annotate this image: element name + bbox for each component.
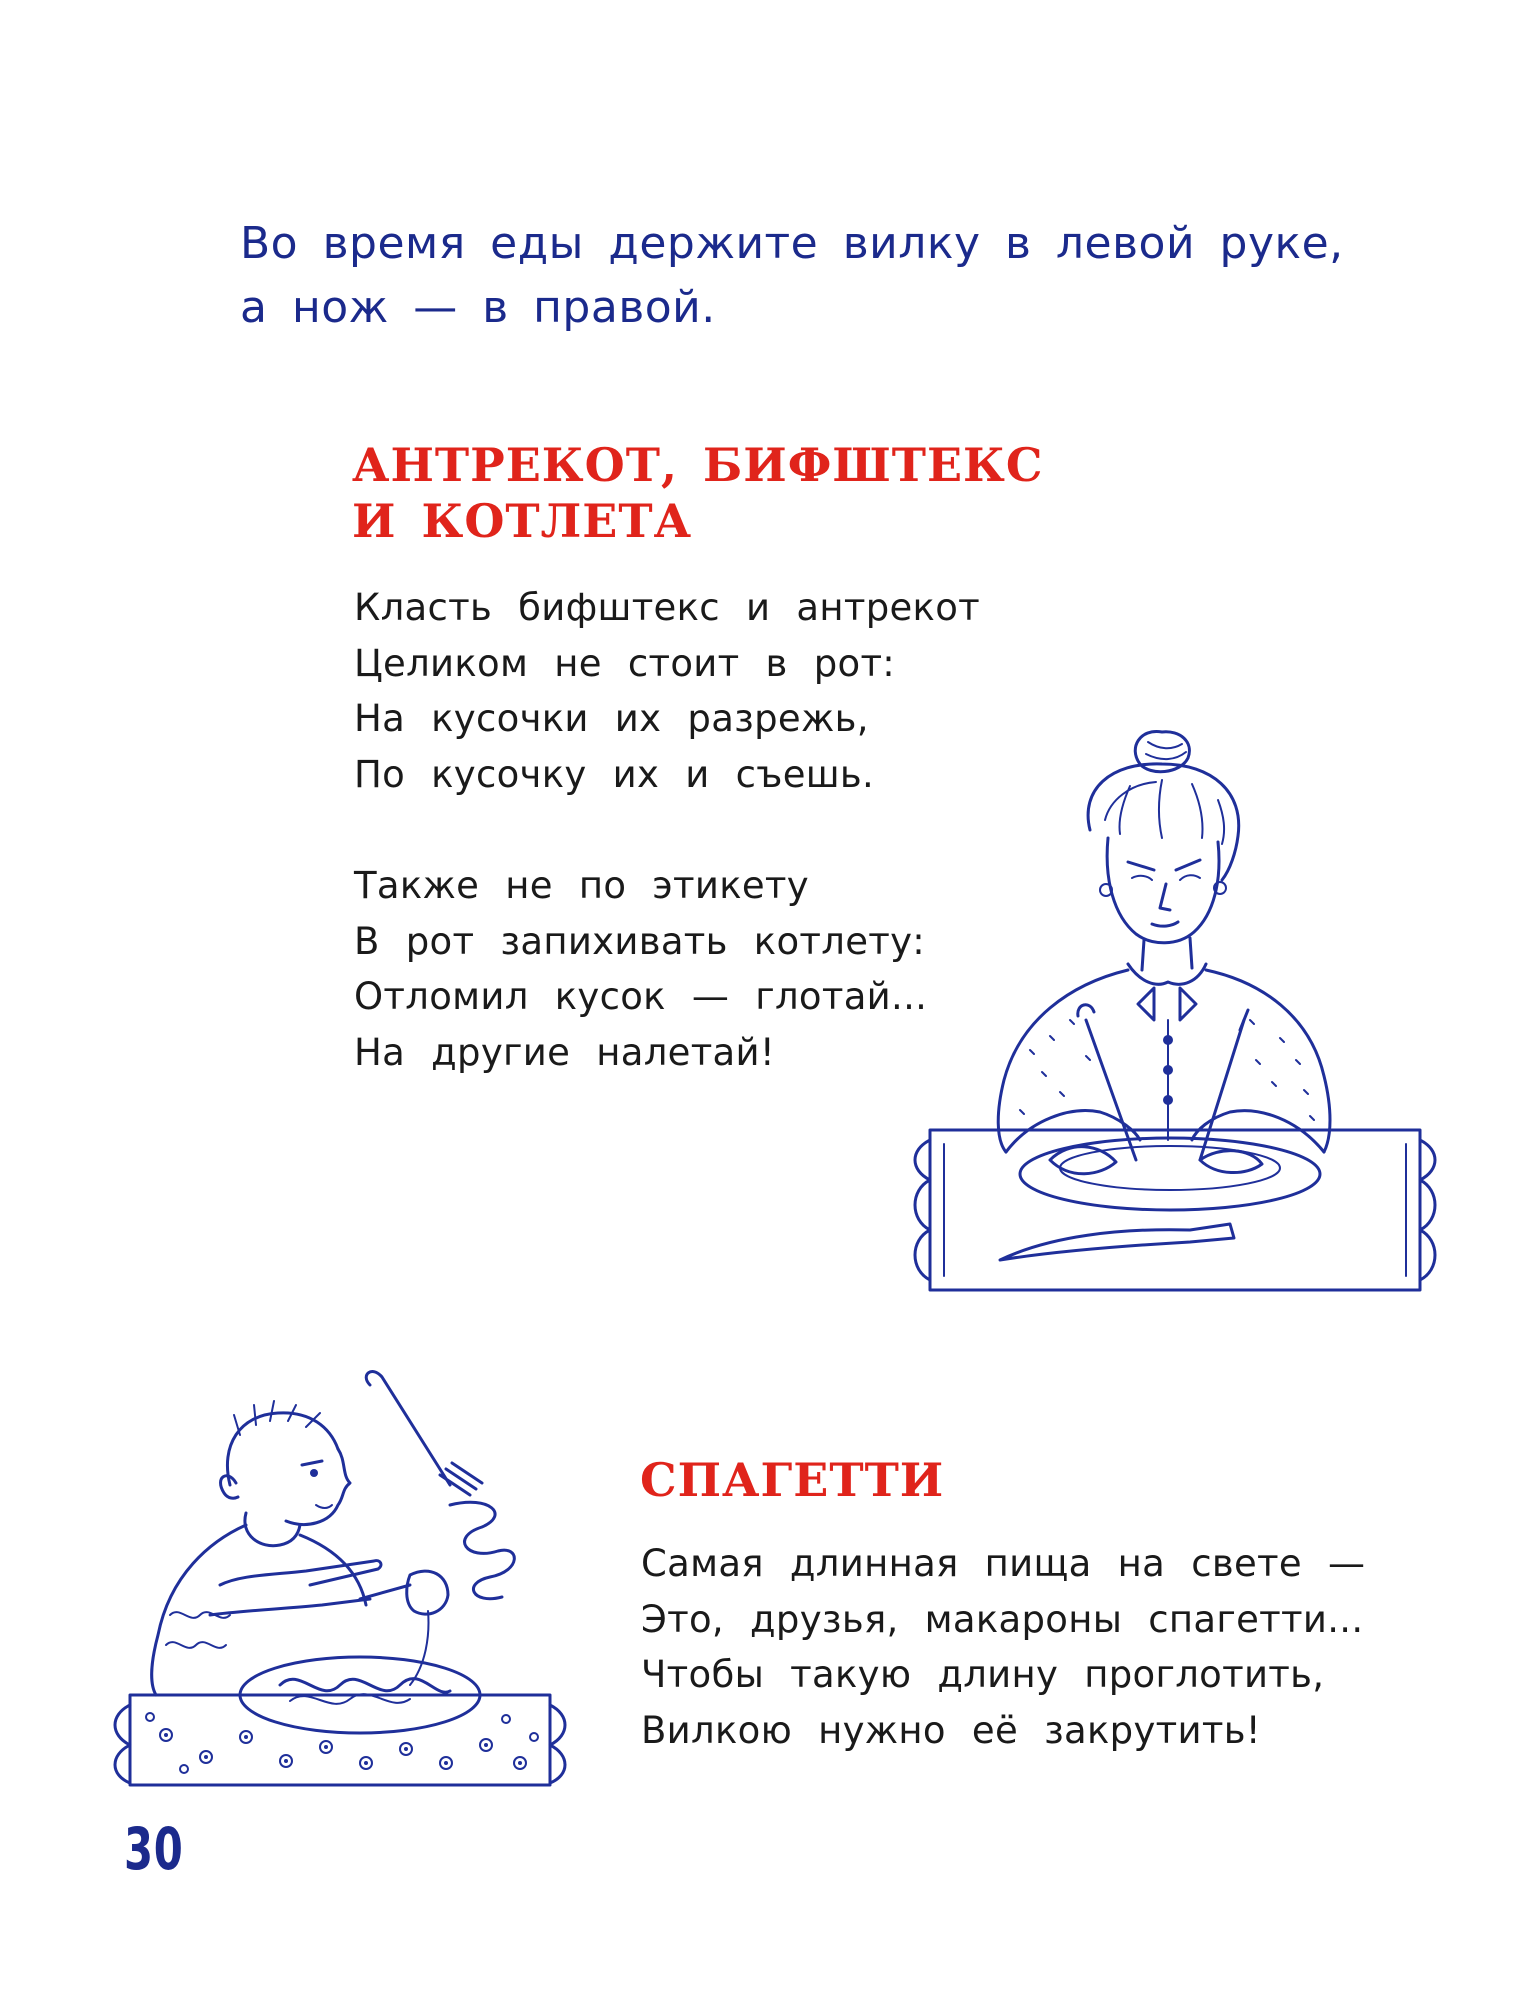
intro-line: а нож — в правой.	[240, 282, 716, 333]
poem-line: На кусочки их разрежь,	[354, 697, 869, 740]
heading-line: АНТРЕКОТ, БИФШТЕКС	[352, 438, 1044, 492]
section-heading-steak	[352, 437, 1043, 549]
poem-stanza-2	[354, 858, 927, 1080]
poem-line: Самая длинная пища на свете —	[641, 1542, 1366, 1585]
heading-line: И КОТЛЕТА	[352, 494, 693, 548]
poem-line: Вилкою нужно её закрутить!	[641, 1708, 1261, 1752]
poem-line: Это, друзья, макароны спагетти...	[641, 1597, 1364, 1641]
poem-line: На другие налетай!	[354, 1030, 776, 1074]
page-number: 30	[124, 1815, 184, 1883]
poem-line: По кусочку их и съешь.	[354, 752, 875, 796]
section-heading-spaghetti	[640, 1452, 944, 1508]
heading-line: СПАГЕТТИ	[640, 1453, 945, 1507]
intro-paragraph	[240, 212, 1390, 340]
intro-line: Во время еды держите вилку в левой руке,	[240, 218, 1344, 269]
poem-spaghetti	[641, 1536, 1365, 1758]
poem-stanza-1	[354, 580, 980, 802]
poem-line: Отломил кусок — глотай...	[354, 975, 928, 1018]
poem-line: Класть бифштекс и антрекот	[354, 586, 980, 629]
poem-line: В рот запихивать котлету:	[354, 919, 926, 963]
boy-spaghetti-illustration	[110, 1365, 570, 1785]
poem-line: Целиком не стоит в рот:	[354, 641, 896, 685]
woman-eating-illustration	[900, 720, 1440, 1290]
poem-line: Чтобы такую длину проглотить,	[641, 1653, 1325, 1696]
poem-line: Также не по этикету	[354, 864, 809, 907]
